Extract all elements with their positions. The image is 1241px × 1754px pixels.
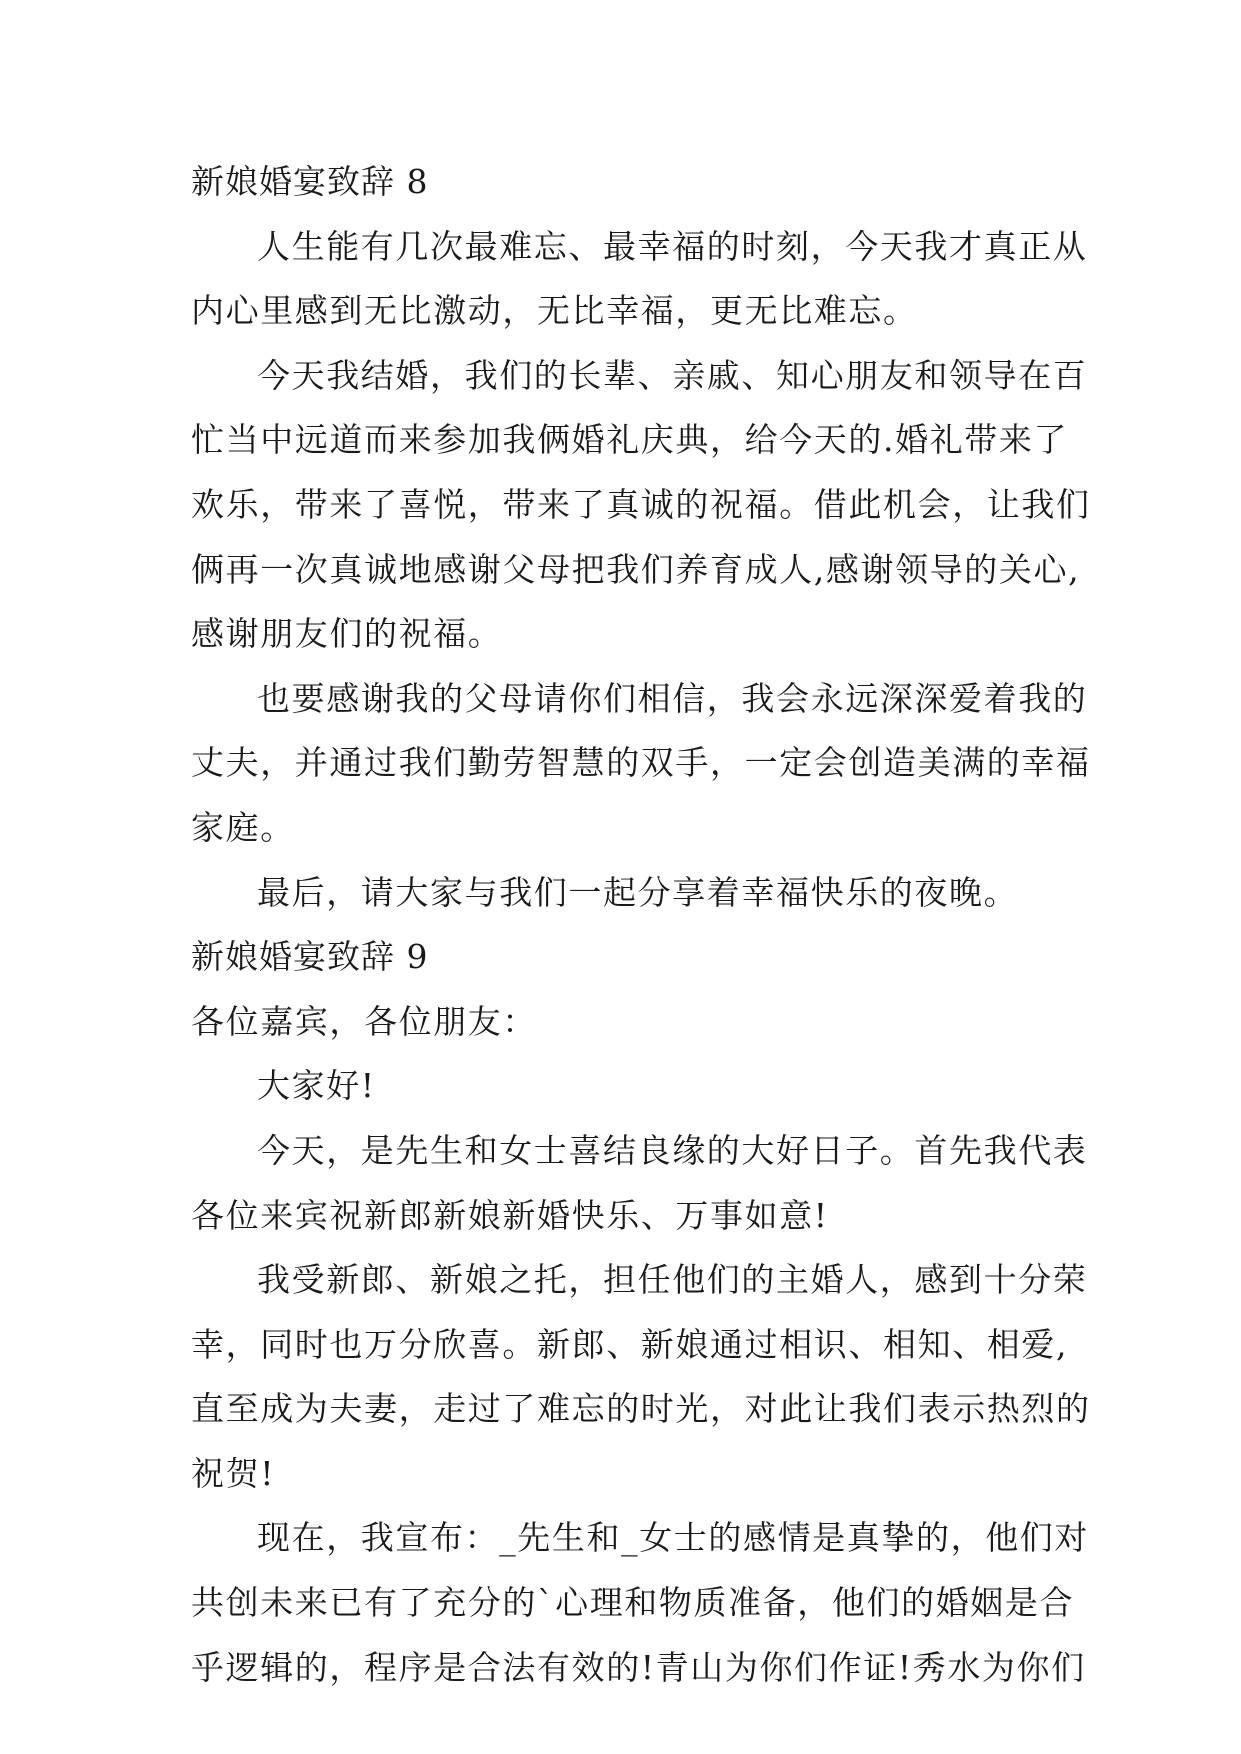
paragraph-line: 也要感谢我的父母请你们相信，我会永远深深爱着我的 bbox=[257, 678, 1088, 718]
paragraph-line: 祝贺! bbox=[191, 1453, 276, 1493]
paragraph-line: 忙当中远道而来参加我俩婚礼庆典，给今天的.婚礼带来了 bbox=[191, 420, 1069, 460]
paragraph-line: 幸，同时也万分欣喜。新郎、新娘通过相识、相知、相爱, bbox=[191, 1324, 1069, 1364]
document-body bbox=[191, 150, 1091, 1700]
paragraph-line: 各位来宾祝新郎新娘新婚快乐、万事如意! bbox=[191, 1195, 829, 1235]
paragraph-line: 内心里感到无比激动，无比幸福，更无比难忘。 bbox=[191, 291, 918, 331]
paragraph-line: 现在，我宣布：_先生和_女士的感情是真挚的，他们对 bbox=[257, 1518, 1089, 1558]
paragraph-line: 感谢朋友们的祝福。 bbox=[191, 614, 503, 654]
section-8-title: 新娘婚宴致辞 8 bbox=[191, 162, 429, 201]
paragraph-line: 家庭。 bbox=[191, 807, 295, 847]
paragraph-line: 我受新郎、新娘之托，担任他们的主婚人，感到十分荣 bbox=[257, 1260, 1088, 1300]
paragraph-line: 共创未来已有了充分的`心理和物质准备，他们的婚姻是合 bbox=[191, 1583, 1075, 1623]
paragraph-line: 今天我结婚，我们的长辈、亲戚、知心朋友和领导在百 bbox=[257, 355, 1088, 395]
salutation-line: 各位嘉宾，各位朋友： bbox=[191, 1001, 537, 1041]
paragraph-line: 最后，请大家与我们一起分享着幸福快乐的夜晚。 bbox=[257, 872, 1019, 912]
paragraph-line: 俩再一次真诚地感谢父母把我们养育成人,感谢领导的关心, bbox=[191, 549, 1081, 589]
greeting-line: 大家好! bbox=[257, 1066, 376, 1106]
paragraph-line: 人生能有几次最难忘、最幸福的时刻，今天我才真正从 bbox=[257, 226, 1088, 266]
section-9-title: 新娘婚宴致辞 9 bbox=[191, 937, 429, 977]
paragraph-line: 直至成为夫妻，走过了难忘的时光，对此让我们表示热烈的 bbox=[191, 1389, 1091, 1429]
paragraph-line: 丈夫，并通过我们勤劳智慧的双手，一定会创造美满的幸福 bbox=[191, 743, 1091, 783]
paragraph-line: 乎逻辑的，程序是合法有效的!青山为你们作证!秀水为你们 bbox=[191, 1647, 1086, 1687]
paragraph-line: 今天，是先生和女士喜结良缘的大好日子。首先我代表 bbox=[257, 1130, 1088, 1170]
paragraph-line: 欢乐，带来了喜悦，带来了真诚的祝福。借此机会，让我们 bbox=[191, 484, 1091, 524]
